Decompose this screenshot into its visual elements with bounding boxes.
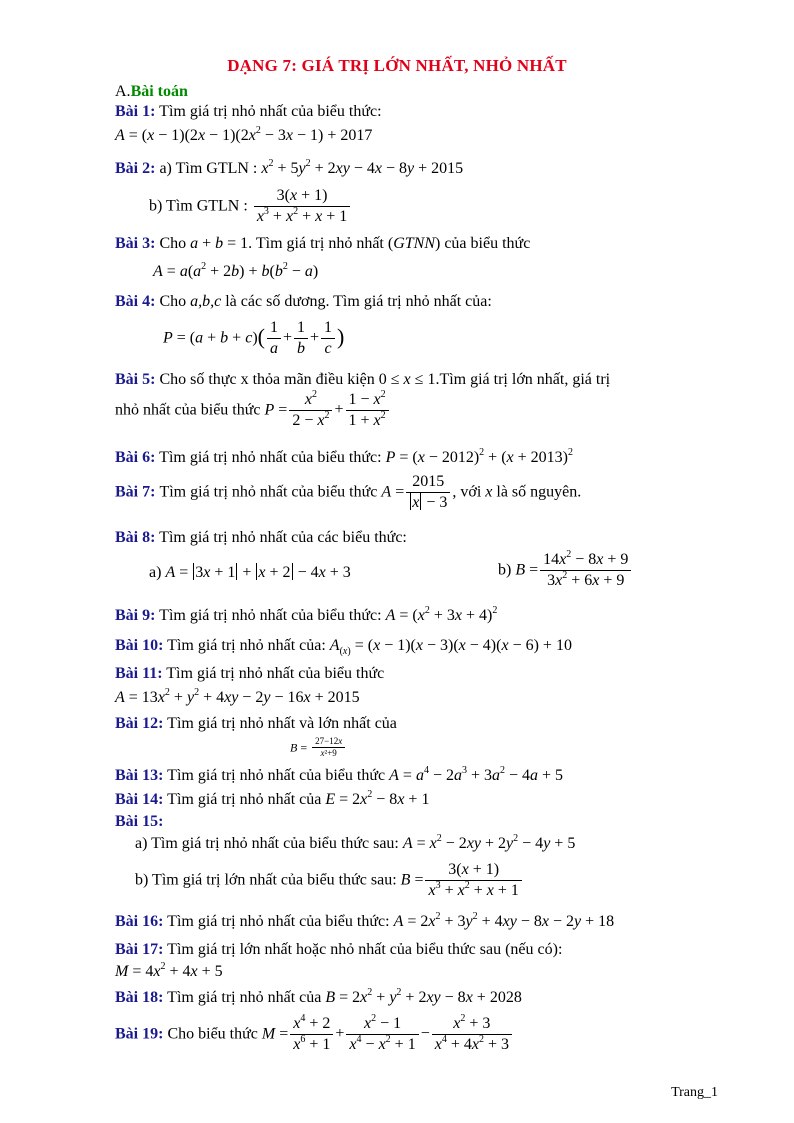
problem-label: Bài 10: [115,637,164,654]
problem-label: Bài 11: [115,665,163,682]
problem-text: Cho biểu thức [167,1025,258,1043]
problem-label: Bài 8: [115,529,156,546]
problem-label: Bài 6: [115,449,156,466]
problem-label: Bài 14: [115,791,164,808]
problem-4 [115,292,492,312]
problem-text: b) Tìm giá trị lớn nhất của biểu thức sau: [135,871,397,889]
problem-text: nhỏ nhất của biểu thức [115,401,261,419]
problem-13: Bài 13: Tìm giá trị nhỏ nhất của biểu thức $A = a^4 - 2a^3 + 3a^2 - 4a + 5$ [115,765,564,784]
section-heading [115,82,188,102]
problem-label: Bài 17: [115,941,164,958]
problem-11 [115,664,384,684]
problem-label: Bài 2: [115,160,156,177]
problem-18: Bài 18: Tìm giá trị nhỏ nhất của $B = 2x^2 + y^2 + 2xy - 8x + 2028$ [115,987,522,1006]
problem-label: Bài 5: [115,371,156,388]
problem-text: Tìm giá trị lớn nhất hoặc nhỏ nhất của biểu thức sau (nếu có): [167,941,563,958]
problem-text: Tìm giá trị nhỏ nhất ( [255,235,394,252]
section-prefix: A. [115,83,131,100]
problem-12-formula: B = $\frac{27-12x}{\text{x²+9}}$ [290,736,347,759]
problem-label: Bài 12: [115,715,164,732]
problem-8a: a) A = 3x + 1 + x + 2 − 4x + 3 [149,564,351,581]
page-title: DẠNG 7: GIÁ TRỊ LỚN NHẤT, NHỎ NHẤT [227,56,567,75]
problem-text: là số nguyên. [496,483,582,501]
problem-text: Tìm giá trị nhỏ nhất của biểu thức [159,483,378,501]
problem-text: Cho số thực x thỏa mãn điều kiện [159,371,375,388]
problem-1-formula: $A = (x - 1)(2x - 1)(2x^2 - 3x - 1) + 2017$ [115,125,373,144]
problem-label: Bài 19: [115,1025,164,1043]
problem-19: Bài 19: Cho biểu thức M = $\frac{x^4 + 2}{x^6 + 1}$ + $\frac{x^2 - 1}{x^4 - x^2 + 1}$ − $\frac{x^2 + 3}{x^4 + 4x^2 + 3}$ [115,1014,514,1055]
problem-8 [115,528,407,548]
problem-text: Tìm giá trị nhỏ nhất và lớn nhất của [167,715,397,732]
problem-14: Bài 14: Tìm giá trị nhỏ nhất của $E = 2x^2 - 8x + 1$ [115,789,430,808]
problem-1 [115,102,382,122]
problem-9: Bài 9: Tìm giá trị nhỏ nhất của biểu thức: $A = (x^2 + 3x + 4)^2$ [115,605,498,624]
problem-label: Bài 1: [115,103,156,120]
problem-text: Tìm giá trị nhỏ nhất của: [167,637,326,654]
problem-label: Bài 4: [115,293,156,310]
problem-text: , với [452,483,482,501]
problem-label: Bài 16: [115,913,164,930]
section-name: Bài toán [130,83,188,100]
problem-text: b) Tìm GTLN : [149,197,248,215]
problem-5: Bài 5: Cho số thực x thỏa mãn điều kiện 0 ≤ x ≤ 1.Tìm giá trị lớn nhất, giá trị [115,371,611,388]
problem-3-formula: $A = a(a^2 + 2b) + b(b^2 - a)$ [153,261,319,280]
problem-text: Tìm giá trị nhỏ nhất của biểu thức: [159,449,382,466]
problem-text: ) của biểu thức [435,235,531,252]
problem-label: Bài 13: [115,767,164,784]
problem-text: Cho [159,235,187,252]
problem-17-formula: $M = 4x^2 + 4x + 5$ [115,961,223,980]
problem-15 [115,812,163,832]
abbrev: GTNN [393,235,435,252]
problem-text: Tìm giá trị nhỏ nhất của biểu thức: [159,607,382,624]
problem-11-formula: $A = 13x^2 + y^2 + 4xy - 2y - 16x + 2015$ [115,687,360,706]
problem-label: Bài 15: [115,813,164,830]
problem-3: Bài 3: Cho a + b = 1. Tìm giá trị nhỏ nhất (GTNN) của biểu thức [115,235,531,252]
item-label: a) [149,564,162,581]
problem-2b [149,186,352,227]
problem-text: Tìm giá trị nhỏ nhất của [167,989,322,1006]
problem-text: Tìm giá trị nhỏ nhất của biểu thức: [159,103,382,120]
problem-15a: a) Tìm giá trị nhỏ nhất của biểu thức sau: $A = x^2 - 2xy + 2y^2 - 4y + 5$ [135,833,576,852]
problem-10: Bài 10: Tìm giá trị nhỏ nhất của: $A_{(x)} = (x - 1)(x - 3)(x - 4)(x - 6) + 10$ [115,637,572,657]
problem-text: Tìm giá trị nhỏ nhất của biểu thức [166,665,385,682]
problem-label: Bài 7: [115,483,156,501]
problem-7: Bài 7: Tìm giá trị nhỏ nhất của biểu thức A = $\frac{2015}{x - 3}$ , với x là số nguyên. [115,473,582,511]
problem-label: Bài 9: [115,607,156,624]
problem-4-formula: P = (a + b + c)( $\frac{1}{a}$ + $\frac{1}{b}$ + $\frac{1}{c}$ ) [163,319,345,357]
problem-2: Bài 2: a) Tìm GTLN : $x^2 + 5y^2 + 2xy - 4x - 8y + 2015$ [115,158,464,177]
problem-label: Bài 18: [115,989,164,1006]
problem-text: là các số dương. Tìm giá trị nhỏ nhất của: [225,293,492,310]
problem-text: Tìm giá trị lớn nhất, giá trị [439,371,611,388]
problem-17 [115,940,719,960]
problem-text: a) Tìm giá trị nhỏ nhất của biểu thức sau: [135,835,399,852]
item-label: b) [498,561,512,579]
problem-5-formula: nhỏ nhất của biểu thức P = $\frac{x^2}{2 - x^2}$ + $\frac{1 - x^2}{1 + x^2}$ [115,390,391,431]
problem-text: Cho [159,293,187,310]
problem-6: Bài 6: Tìm giá trị nhỏ nhất của biểu thức: $P = (x - 2012)^2 + (x + 2013)^2$ [115,447,573,466]
fraction: $\frac{3(x + 1)}{x^3 + x^2 + x + 1}$ [254,186,350,227]
problem-text: Tìm giá trị nhỏ nhất của [167,791,322,808]
problem-text: Tìm giá trị nhỏ nhất của biểu thức: [167,913,390,930]
problem-text: a) Tìm GTLN : [159,160,258,177]
problem-label: Bài 3: [115,235,156,252]
variables: a,b,c [190,293,222,310]
problem-text: Tìm giá trị nhỏ nhất của biểu thức [167,767,386,784]
problem-16: Bài 16: Tìm giá trị nhỏ nhất của biểu thức: $A = 2x^2 + 3y^2 + 4xy - 8x - 2y + 18$ [115,911,615,930]
problem-text: Tìm giá trị nhỏ nhất của các biểu thức: [159,529,407,546]
page-number: Trang_1 [671,1085,718,1100]
problem-15b: b) Tìm giá trị lớn nhất của biểu thức sau: B = $\frac{3(x + 1)}{x^3 + x^2 + x + 1}$ [135,860,524,901]
problem-8b: b) B = $\frac{14x^2 - 8x + 9}{3x^2 + 6x + 9}$ [498,550,633,591]
problem-12 [115,714,397,734]
